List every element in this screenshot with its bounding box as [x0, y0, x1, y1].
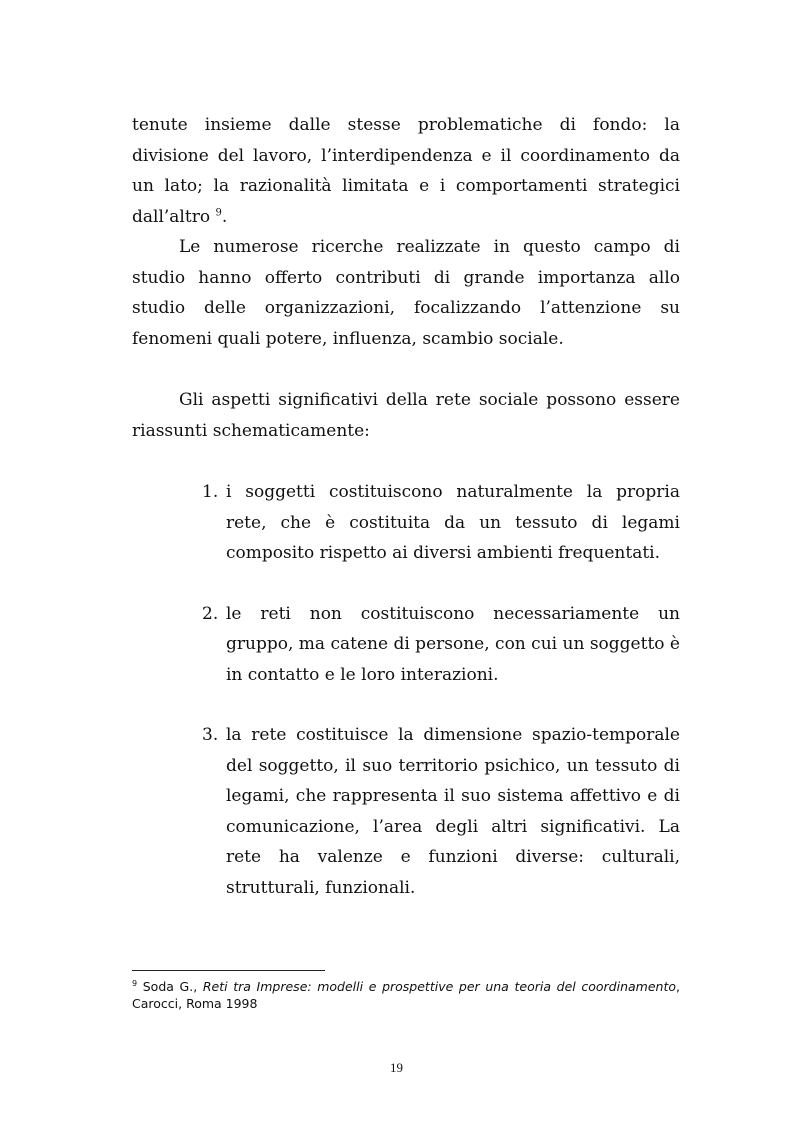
- list-item: [202, 599, 680, 691]
- paragraph-2: Le numerose ricerche realizzate in questo campo di studio hanno offerto contributi di grande importanza allo studio delle organizzazioni, focalizzando l’attenzione su fenomeni quali potere, influenza, scambio sociale.: [132, 237, 680, 349]
- numbered-list: [132, 477, 680, 903]
- footnote-number: 9: [132, 978, 138, 988]
- list-item: [202, 720, 680, 903]
- footnote-divider: [132, 970, 325, 971]
- list-item-number: 3.: [202, 725, 219, 745]
- footnote-publisher: , Carocci, Roma 1998: [132, 979, 680, 1011]
- list-item-number: 1.: [202, 482, 219, 502]
- page-body: [132, 110, 680, 933]
- list-item-text: le reti non costituiscono necessariamente un gruppo, ma catene di persone, con cui un soggetto è in contatto e le loro interazioni.: [226, 603, 680, 685]
- paragraph-1: [132, 110, 680, 232]
- list-item-text: la rete costituisce la dimensione spazio-temporale del soggetto, il suo territorio psichico, un tessuto di legami, che rappresenta il suo sistema affettivo e di comunicazione, l’area degli altri significativi. La rete ha valenze e funzioni diverse: culturali, strutturali, funzionali.: [226, 725, 680, 898]
- paragraph-1-text: tenute insieme dalle stesse problematiche di fondo: la divisione del lavoro, l’interdipendenza e il coordinamento da un lato; la razionalità limitata e i comportamenti strategici dall’altro: [132, 115, 680, 227]
- footnote-title: Reti tra Imprese: modelli e prospettive per una teoria del coordinamento: [202, 979, 677, 994]
- paragraph-3: Gli aspetti significativi della rete sociale possono essere riassunti schematicamente:: [132, 390, 680, 441]
- list-item-number: 2.: [202, 603, 219, 624]
- page-number: 19: [390, 1060, 403, 1075]
- paragraph-1-end: .: [221, 206, 228, 227]
- footnote: [132, 978, 680, 1012]
- list-item-text: i soggetti costituiscono naturalmente la propria rete, che è costituita da un tessuto di legami composito rispetto ai diversi ambienti frequentati.: [226, 482, 680, 563]
- footnote-reference: 9: [215, 206, 222, 218]
- list-item: [202, 477, 680, 569]
- footnote-author: Soda G.,: [137, 979, 203, 994]
